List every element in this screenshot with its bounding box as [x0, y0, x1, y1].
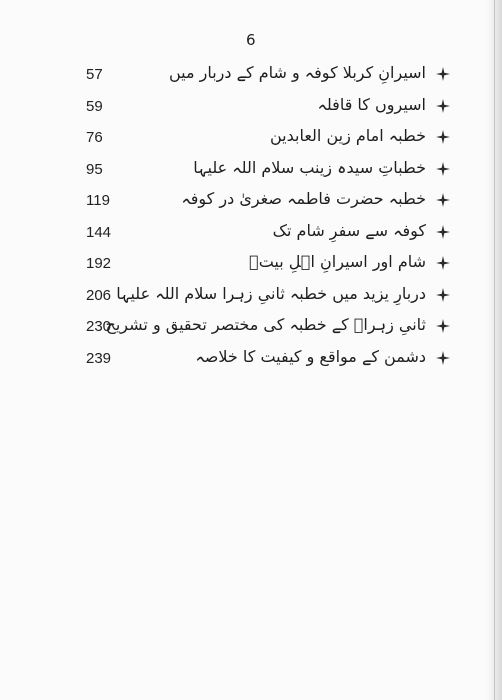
toc-entry	[0, 251, 502, 277]
four-point-star-icon	[436, 162, 450, 176]
toc-title: دشمن کے مواقع و کیفیت کا خلاصہ	[195, 347, 426, 366]
toc-page-number: 239	[86, 350, 112, 367]
toc-entry	[0, 314, 502, 340]
toc-entry	[0, 125, 502, 151]
page-number: 6	[245, 31, 257, 49]
four-point-star-icon	[436, 319, 450, 333]
four-point-star-icon	[436, 256, 450, 270]
toc-title: خطباتِ سیدہ زینب سلام اللہ علیہا	[193, 158, 426, 177]
four-point-star-icon	[436, 288, 450, 302]
four-point-star-icon	[436, 67, 450, 81]
toc-page-number: 57	[86, 66, 103, 83]
toc-entry	[0, 94, 502, 120]
toc-entry	[0, 62, 502, 88]
toc-page-number: 206	[86, 287, 112, 304]
four-point-star-icon	[436, 99, 450, 113]
toc-page-number: 76	[86, 129, 103, 146]
toc-page-number: 119	[86, 192, 110, 209]
four-point-star-icon	[436, 351, 450, 365]
toc-title: ثانیِ زہراؑ کے خطبہ کی مختصر تحقیق و تشریح	[105, 315, 426, 334]
toc-title: شام اور اسیرانِ اہلِ بیتؑ	[249, 252, 426, 271]
toc-title: اسیرانِ کربلا کوفہ و شام کے دربار میں	[168, 63, 426, 82]
toc-title: دربارِ یزید میں خطبہ ثانیِ زہرا سلام اللہ علیہا	[116, 284, 426, 303]
toc-page-number: 192	[86, 255, 112, 272]
toc-entry	[0, 188, 502, 214]
table-of-contents	[0, 62, 502, 372]
four-point-star-icon	[436, 130, 450, 144]
toc-page-number: 144	[86, 224, 112, 241]
four-point-star-icon	[436, 193, 450, 207]
toc-page-number: 230	[86, 318, 112, 335]
toc-entry	[0, 220, 502, 246]
four-point-star-icon	[436, 225, 450, 239]
toc-entry	[0, 157, 502, 183]
toc-title: اسیروں کا قافلہ	[317, 95, 426, 114]
toc-title: خطبہ حضرت فاطمہ صغریٰ در کوفہ	[181, 189, 426, 208]
toc-title: کوفہ سے سفرِ شام تک	[272, 221, 426, 240]
toc-entry	[0, 283, 502, 309]
toc-entry	[0, 346, 502, 372]
toc-page-number: 95	[86, 161, 103, 178]
toc-page-number: 59	[86, 98, 103, 115]
toc-title: خطبہ امام زین العابدین	[269, 126, 426, 145]
